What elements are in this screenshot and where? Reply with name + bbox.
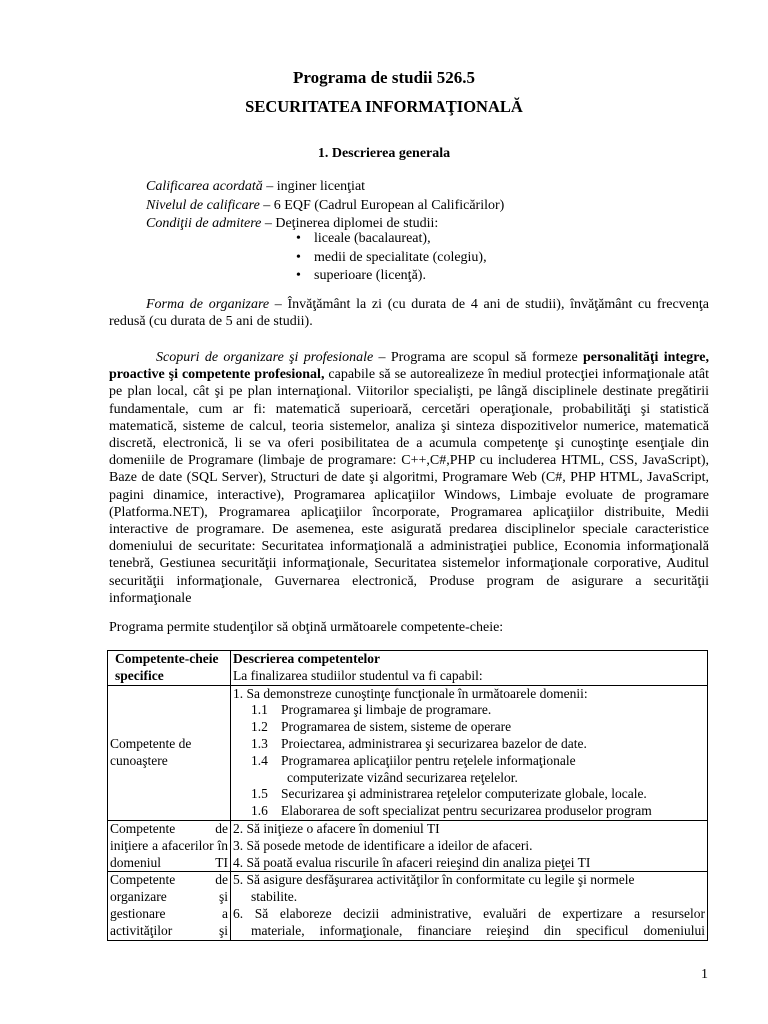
list-item-continuation: computerizate vizând securizarea reţelelor. — [287, 769, 518, 785]
document-subtitle: SECURITATEA INFORMAŢIONALĂ — [245, 97, 523, 116]
header-descriere-sub: La finalizarea studiilor studentul va fi capabil: — [233, 667, 483, 683]
header-cell-descriere — [231, 651, 708, 686]
header-competente-text: Competente-cheie specifice — [115, 651, 219, 683]
calificare-value: – inginer licenţiat — [262, 179, 366, 194]
item-number: 1.1 — [251, 702, 268, 718]
scopuri-lead: Scopuri de organizare şi profesionale — [156, 350, 374, 365]
list-item-continuation: materiale, informaţionale, financiare reieşind din specificul domeniului — [251, 922, 705, 938]
list-item — [233, 719, 705, 736]
list-item-continuation: stabilite. — [251, 889, 298, 905]
table-row — [108, 685, 708, 820]
item-number: 1.2 — [251, 719, 268, 735]
nivel-value: – 6 EQF (Cadrul European al Calificărilor) — [259, 197, 505, 213]
conditii-value: – Deţinerea diplomei de studii: — [261, 216, 439, 231]
section-heading: 1. Descrierea generala — [317, 146, 451, 161]
item-text: Programarea şi limbaje de programare. — [281, 702, 492, 718]
row-content — [231, 685, 708, 820]
item-text: Proiectarea, administrarea şi securizarea bazelor de date. — [281, 735, 587, 751]
row-label: Competente de organizare şi gestionare a activităţilor şi — [108, 872, 231, 940]
table-row — [108, 872, 708, 940]
competente-intro: Programa permite studenţilor să obţină următoarele competente-cheie: — [109, 620, 504, 635]
item-number: 1.4 — [251, 752, 268, 768]
header-cell-competente — [108, 651, 231, 686]
table-header-row — [108, 651, 708, 686]
document-title: Programa de studii 526.5 — [293, 68, 475, 87]
scopuri-text-2: capabile să se autorealizeze în mediul protecţiei informaţionale atât pe plan local, cât şi pe plan internaţional. Viitorilor specialişti, pe lângă disciplinele destinate pregătirii fundamentale, cum ar fi: matematică superioară, cercetări operaţionale, probabilităţi şi statistică matematică, sisteme de calcul, teoria sistemelor, analiza şi sinteza dispozitivelor numerice, matematică discretă, electronică, li se va oferi posibilitatea de a acumula competenţe şi cunoştinţe esenţiale din domeniile de Programare (limbaje de programare: C++,C#,PHP cu includerea HTML, CSS, JavaScript), Baze de date (SQL Server), Structuri de date şi algoritmi, Programare Web (C#, PHP HTML, JavaScript, pagini dinamice, interactive), Programarea aplicaţiilor Windows, Limbaje evoluate de programare (Platforma.NET), Programarea aplicaţiilor încorporate, Programarea aplicaţiilor distribuite, Medii interactive de programare. De asemenea, este asigurată predarea disciplinelor speciale caracteristice domeniului de securitate: Securitatea informaţională a administraţiei publice, Economia informaţională tenebră, Gestiunea securităţii informaţionale, Securitatea sistemelor informaţionale corporative, Auditul securităţii informaţionale, Guvernarea electronică, Produse program de asigurare a securităţii informaţionale — [109, 367, 709, 606]
calificare-label: Calificarea acordată — [146, 179, 263, 194]
list-item: • liceale (bacalaureat), — [296, 230, 487, 249]
list-item — [233, 736, 705, 753]
admission-list — [296, 230, 487, 286]
scopuri-text-1: – Programa are scopul să formeze — [373, 350, 583, 365]
conditii-label: Condiţii de admitere — [146, 216, 262, 231]
forma-paragraph — [109, 296, 709, 330]
list-item: • superioare (licenţă). — [296, 267, 487, 286]
list-item — [233, 702, 705, 719]
calificare-line — [146, 178, 504, 197]
item-text: Securizarea şi administrarea reţelelor computerizate globale, locale. — [281, 786, 647, 802]
item-text: Elaborarea de soft specializat pentru securizarea produselor program — [281, 803, 652, 819]
page-number: 1 — [701, 967, 708, 982]
competente-table — [107, 650, 708, 941]
nivel-label: Nivelul de calificare — [146, 197, 260, 213]
table-row — [108, 820, 708, 871]
header-descriere-title: Descrierea competentelor — [233, 651, 381, 666]
row-content — [231, 872, 708, 940]
list-item: 4. Să poată evalua riscurile în afaceri reieşind din analiza pieţei TI — [233, 854, 591, 870]
list-item: 3. Să posede metode de identificare a ideilor de afaceri. — [233, 837, 533, 853]
list-item — [233, 786, 705, 803]
list-item — [233, 803, 705, 820]
row-label: Competente de cunoaştere — [108, 685, 231, 820]
row-label: Competente de iniţiere a afacerilor în domeniul TI — [108, 820, 231, 871]
nivel-line — [146, 197, 504, 216]
list-item — [233, 753, 705, 770]
row-intro: 1. Sa demonstreze cunoştinţe funcţionale în următoarele domenii: — [233, 685, 588, 701]
general-info — [146, 178, 504, 234]
list-item: 2. Să iniţieze o afacere în domeniul TI — [233, 820, 440, 836]
scopuri-bold: personalităţi integre, proactive şi competente profesional, — [109, 350, 709, 383]
list-item: 6. Să elaboreze decizii administrative, evaluări de expertizare a resurselor — [233, 905, 705, 921]
item-text: Programarea de sistem, sisteme de operare — [281, 719, 512, 735]
forma-lead: Forma de organizare — [146, 297, 270, 312]
item-number: 1.5 — [251, 786, 268, 802]
item-number: 1.3 — [251, 735, 268, 751]
scopuri-paragraph — [109, 349, 709, 607]
forma-text: – Învăţământ la zi (cu durata de 4 ani de studii), învăţământ cu frecvenţa redusă (cu durata de 5 ani de studii). — [109, 297, 709, 330]
item-number: 1.6 — [251, 803, 268, 819]
row-content — [231, 820, 708, 871]
list-item: 5. Să asigure desfăşurarea activităţilor în conformitate cu legile şi normele — [233, 872, 635, 888]
item-text: Programarea aplicaţiilor pentru reţelele informaţionale — [281, 752, 576, 768]
list-item: • medii de specialitate (colegiu), — [296, 249, 487, 268]
